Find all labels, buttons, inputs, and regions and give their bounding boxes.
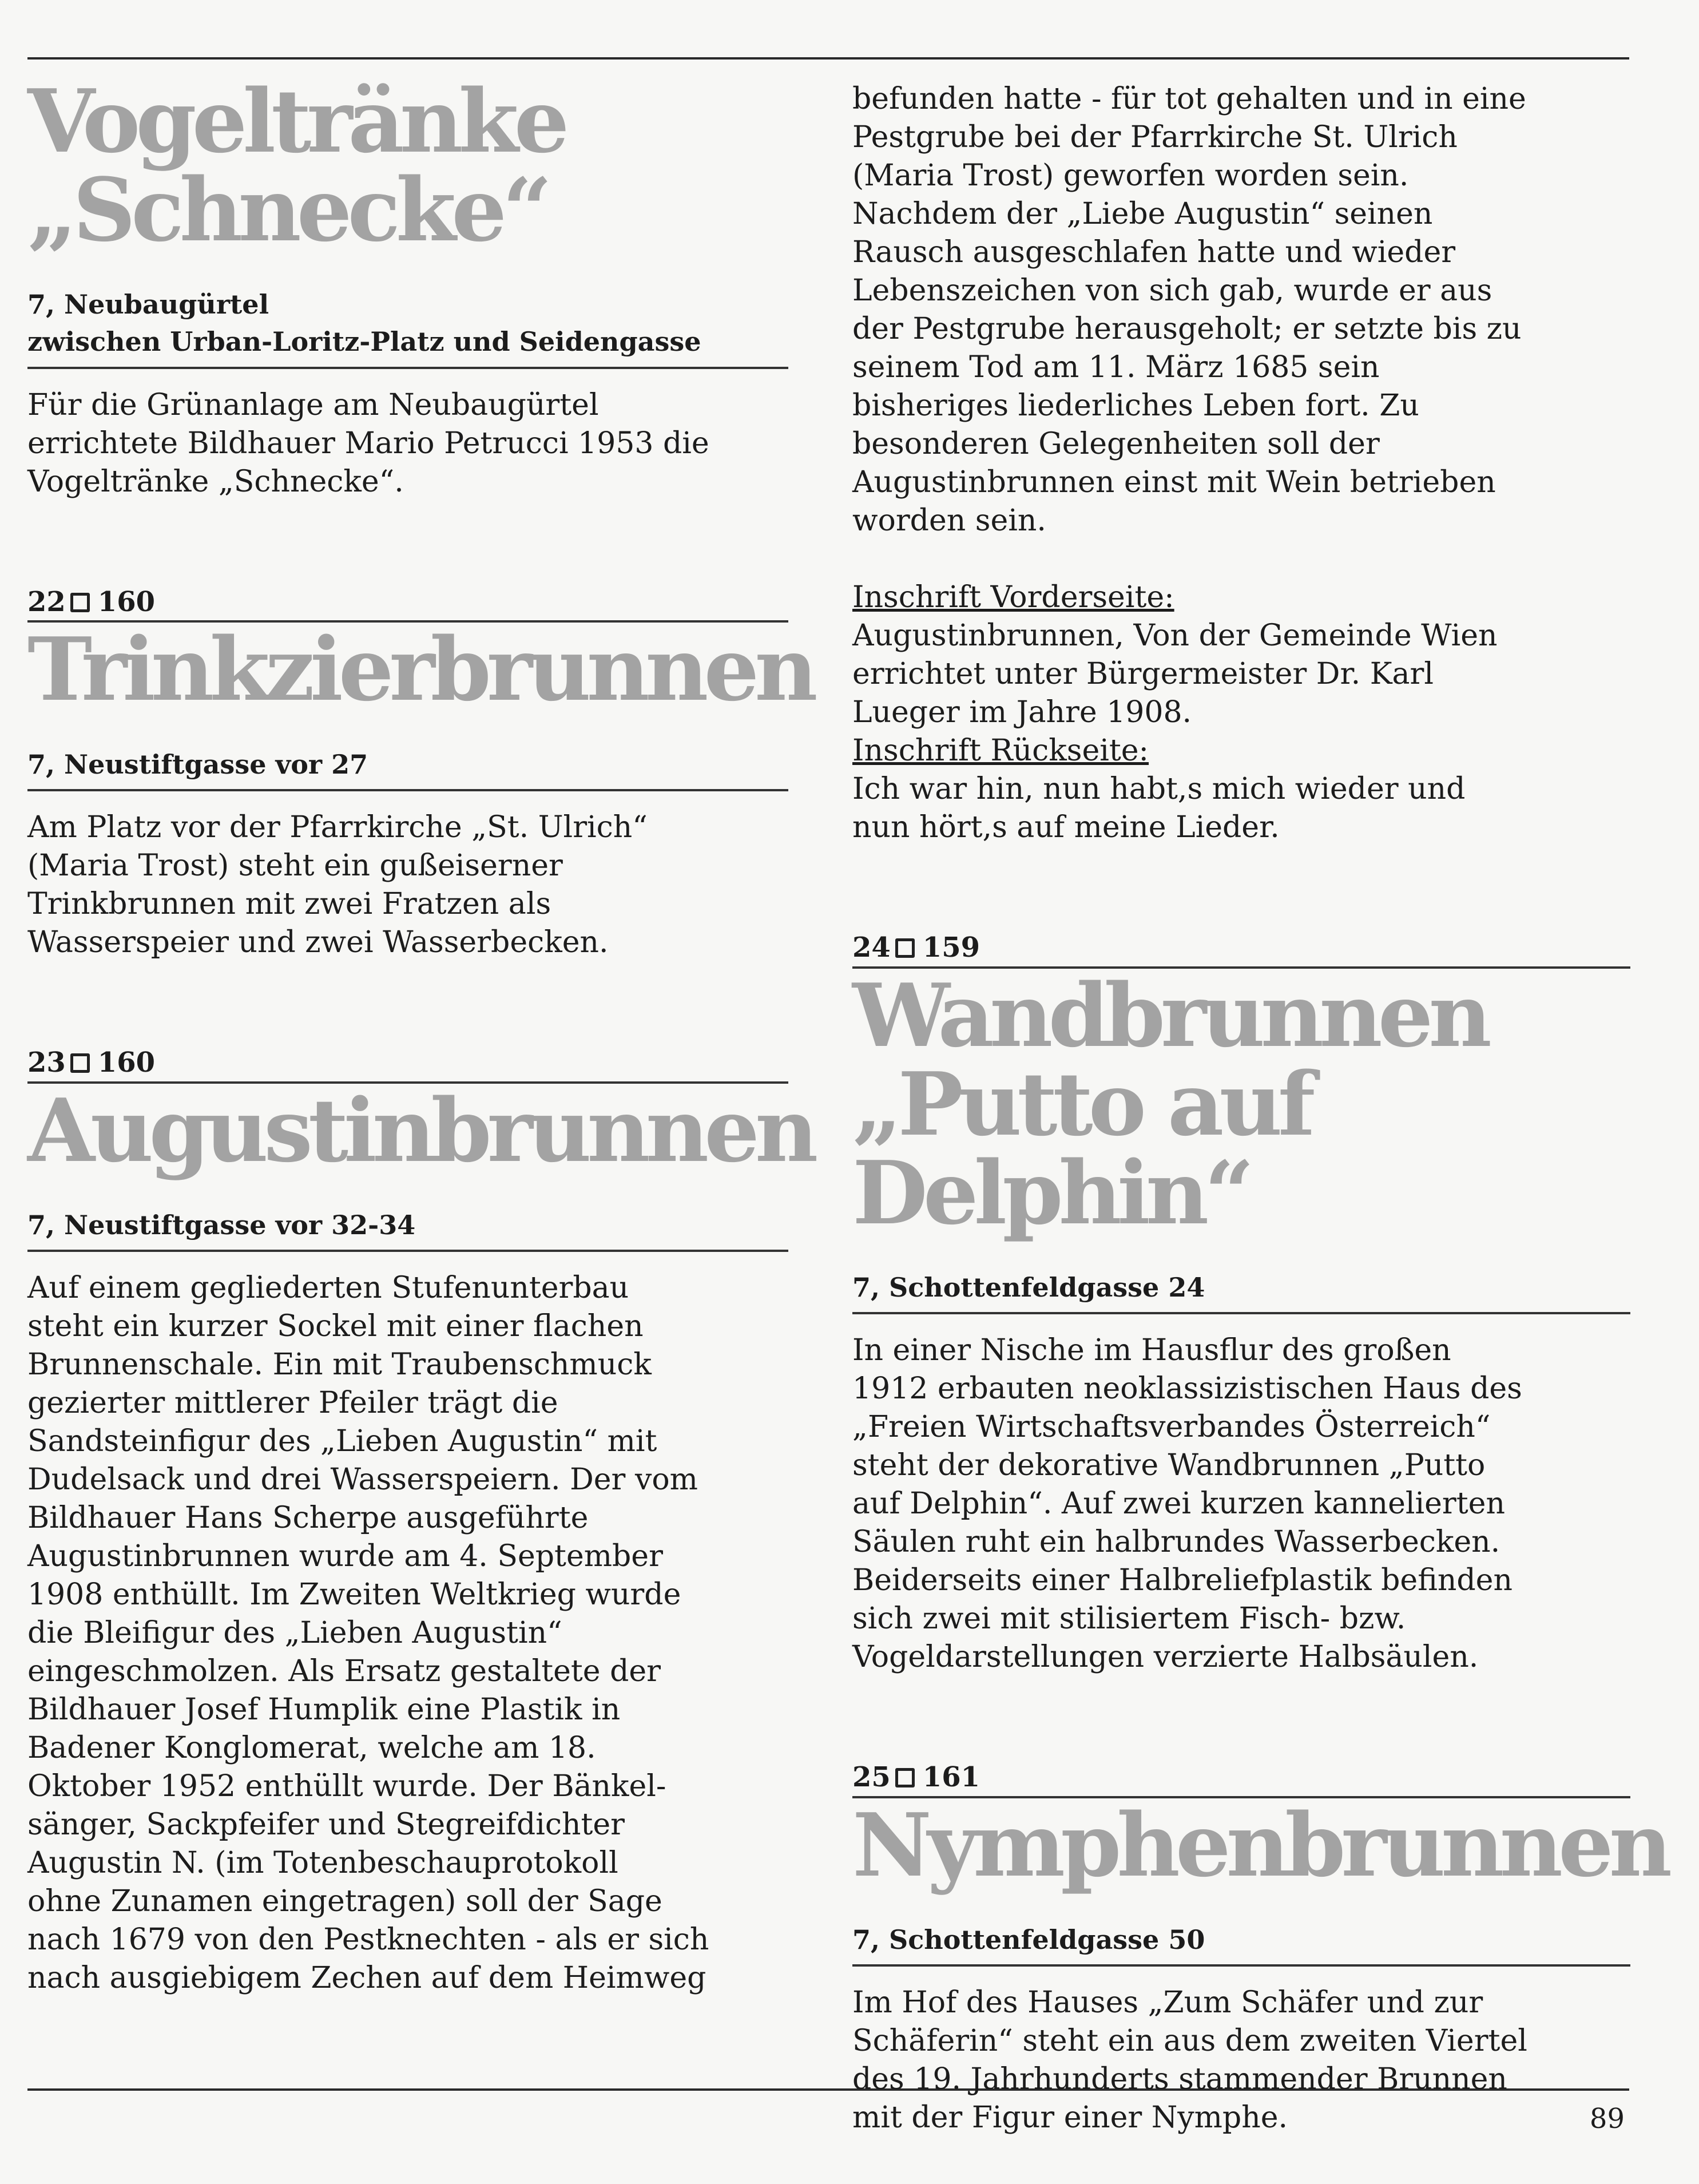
entry-24 — [852, 933, 1630, 1676]
entry-number-value: 23 — [27, 1046, 66, 1079]
checkbox-square-icon — [895, 1768, 915, 1787]
entry-number — [27, 587, 788, 623]
entry-number-value: 22 — [27, 585, 66, 618]
entry-title — [27, 70, 788, 261]
checkbox-square-icon — [70, 593, 90, 612]
entry-number-value: 25 — [852, 1761, 891, 1794]
title-line-1: Vogeltränke — [27, 70, 565, 172]
entry-title: Trinkzierbrunnen — [27, 618, 813, 721]
entry-description: Für die Grünanlage am Neubaugürtel errichtete Bildhauer Mario Petrucci 1953 die Vogeltränke „Schnecke“. — [27, 387, 709, 499]
entry-number — [852, 933, 1630, 969]
checkbox-square-icon — [70, 1053, 90, 1073]
entry-description: Am Platz vor der Pfarrkirche „St. Ulrich“ (Maria Trost) steht ein gußeiserner Trinkbrunnen mit zwei Fratzen als Wasserspeier und zwei Wasserbecken. — [27, 810, 648, 960]
entry-address — [27, 286, 788, 369]
entry-address: 7, Neustiftgasse vor 27 — [27, 746, 788, 791]
top-rule — [27, 57, 1629, 60]
entry-number-value: 24 — [852, 932, 891, 964]
entry-title: Augustinbrunnen — [27, 1079, 814, 1182]
entry-address: 7, Schottenfeldgasse 50 — [852, 1921, 1630, 1967]
entry-address: 7, Neustiftgasse vor 32-34 — [27, 1207, 788, 1252]
entry-vogeltraenke — [27, 70, 788, 501]
entry-number — [27, 1048, 788, 1084]
inscription-front-text: Augustinbrunnen, Von der Gemeinde Wien errichtet unter Bürgermeister Dr. Karl Lueger im Jahre 1908. — [852, 619, 1498, 730]
entry-22 — [27, 585, 813, 962]
entry-title — [852, 964, 1630, 1244]
right-column — [852, 80, 1668, 2137]
entry-description: Im Hof des Hauses „Zum Schäfer und zur Schäferin“ steht ein aus dem zweiten Viertel des 19. Jahrhunderts stammender Brunnen mit der Figur einer Nymphe. — [852, 1985, 1527, 2135]
checkbox-square-icon — [895, 938, 915, 958]
entry-description: Auf einem gegliederten Stufenunterbau steht ein kurzer Sockel mit einer flachen Brunnenschale. Ein mit Traubenschmuck gezierter mittlerer Pfeiler trägt die Sandsteinfigur des „Lieben Augustin“ mit Dudelsack und drei Wasserspeiern. Der vom Bildhauer Hans Scherpe ausgeführte Augustinbrunnen wurde am 4. September 1908 enthüllt. Im Zweiten Weltkrieg wurde die Bleifigur des „Lieben Augustin“ eingeschmolzen. Als Ersatz gestaltete der Bildhauer Josef Humplik eine Plastik in Badener Konglomerat, welche am 18. Oktober 1952 enthüllt wurde. Der Bänkel- sänger, Sackpfeifer und Stegreifdichter Augustin N. (im Totenbeschauprotokoll ohne Zunamen eingetragen) soll der Sage nach 1679 von den Pestknechten - als er sich nach ausgiebigem Zechen auf dem Heimweg — [27, 1270, 709, 1995]
entry-reference: 160 — [97, 585, 155, 618]
title-line-1: Wandbrunnen — [852, 964, 1487, 1067]
entry-23 — [27, 1046, 814, 1997]
continuation-text: befunden hatte - für tot gehalten und in eine Pestgrube bei der Pfarrkirche St. Ulrich (Maria Trost) geworfen worden sein. Nachdem der „Liebe Augustin“ seinen Rausch ausgeschlafen hatte und wieder Lebenszeichen von sich gab, wurde er aus der Pestgrube herausgeholt; er setzte bis zu seinem Tod am 11. März 1685 sein bisheriges liederliches Leben fort. Zu besonderen Gelegenheiten soll der Augustinbrunnen einst mit Wein betrieben worden sein. — [852, 82, 1526, 538]
entry-25 — [852, 1761, 1668, 2137]
inscription-back-text: Ich war hin, nun habt,s mich wieder und nun hört,s auf meine Lieder. — [852, 772, 1466, 845]
entry-description: In einer Nische im Hausflur des großen 1912 erbauten neoklassizistischen Haus des „Freien Wirtschaftsverbandes Österreich“ steht der dekorative Wandbrunnen „Putto auf Delphin“. Auf zwei kurzen kannelierten Säulen ruht ein halbrundes Wasserbecken. Beiderseits einer Halbreliefplastik befinden sich zwei mit stilisiertem Fisch- bzw. Vogeldarstellungen verzierte Halbsäulen. — [852, 1333, 1522, 1675]
title-line-2: „Schnecke“ — [27, 158, 548, 261]
inscription-front-label: Inschrift Vorderseite: — [852, 580, 1174, 615]
entry-title: Nymphenbrunnen — [852, 1794, 1668, 1896]
inscriptions — [852, 578, 1630, 847]
left-column — [27, 70, 814, 1997]
entry-reference: 160 — [97, 1046, 155, 1079]
address-line-1: 7, Neubaugürtel — [27, 289, 269, 320]
address-line-2: zwischen Urban-Loritz-Platz und Seidengasse — [27, 326, 701, 358]
entry-reference: 161 — [922, 1761, 980, 1794]
entry-number — [852, 1762, 1630, 1798]
title-line-2: „Putto auf Delphin“ — [852, 1052, 1311, 1244]
inscription-back-label: Inschrift Rückseite: — [852, 734, 1149, 768]
entry-reference: 159 — [922, 932, 980, 964]
entry-address: 7, Schottenfeldgasse 24 — [852, 1269, 1630, 1314]
page-number: 89 — [1589, 2103, 1625, 2135]
